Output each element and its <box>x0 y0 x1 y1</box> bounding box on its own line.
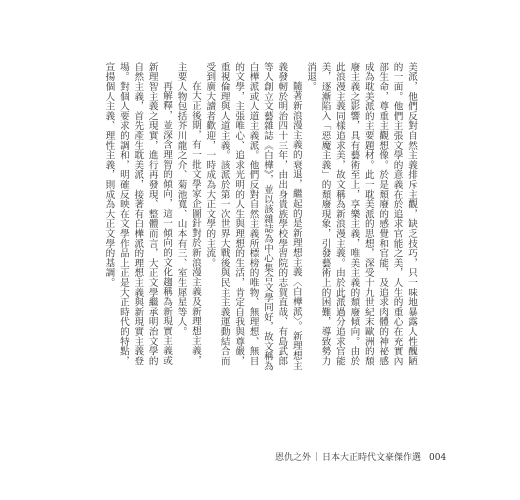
paragraph-2: 隨著新浪漫主義的衰退，繼起的是新理想主義〈白樺派〉。新理想主義發軔於明治四十三年，由出身貴族學校學習院的志賀直哉、有島武郎等人創立文藝雜誌《白樺》，並以該雜誌為中心集合文學同好，故文稱為白樺派或人道主義派。他們反對自然主義所標榜的唯物、無理想、無目的文學，主張唯心、追求光明的人生與理想的生活，肯定自我與尊嚴，重視倫理與人道主義。該派於第一次世界大戰後與民主主義運動結合而受到廣大讀者歡迎，一時成為大正文學的主流。 <box>204 62 302 371</box>
book-title: 恩仇之外 <box>275 453 312 463</box>
body-text <box>98 62 418 374</box>
footer-separator: ｜ <box>312 453 322 463</box>
paragraph-4: 再解釋，並深含理智的傾向，這一傾向的文化趨稱為新現實主義或新理智主義之現實，進行再發現、整體而言，大正文學繼承明治文學的自然主義，首先產生耽美派，接著有白樺派的理想主義與新現實主義登場。對個人要求的調和，明確反映在文學作品上正是大正時代的特點，宣揚個人主義、理性主義，則成為大正文學的基調。 <box>103 62 173 366</box>
page-number: 004 <box>429 453 447 463</box>
book-subtitle: 日本大正時代文豪傑作選 <box>322 453 422 463</box>
page-footer <box>275 451 446 465</box>
paragraph-3: 在大正後期，有一批文學家企圖針對於新浪漫主義及新理想主義，主要人物包括芥川龍之介、菊池寬、山本有三、室生犀星等人。 <box>175 62 201 366</box>
paragraph-1: 美派，他們反對自然主義排斥主觀，缺乏技巧，只一味地暴露人性醜陋的一面。他們主張文學的意義在於追求官能之美，人生的重心在充實內部生命，尊重主觀想像。於是頹廢的感覺和官能，及追求肉體的神祕感成為耽美派的主要題材。此一耽美派的思想，深受十九世紀末歐洲的頹廢主義之影響，具有藝術至上，享樂主義，唯美主義的頹廢傾向。由於此浪漫主義同樣追求美，故文稱為新浪漫主義。由於此派過分追求官能美，逐漸陷入「惡魔主義」的頹廢現象，引發藝術上的困難，導致勢力消退。 <box>305 62 417 366</box>
